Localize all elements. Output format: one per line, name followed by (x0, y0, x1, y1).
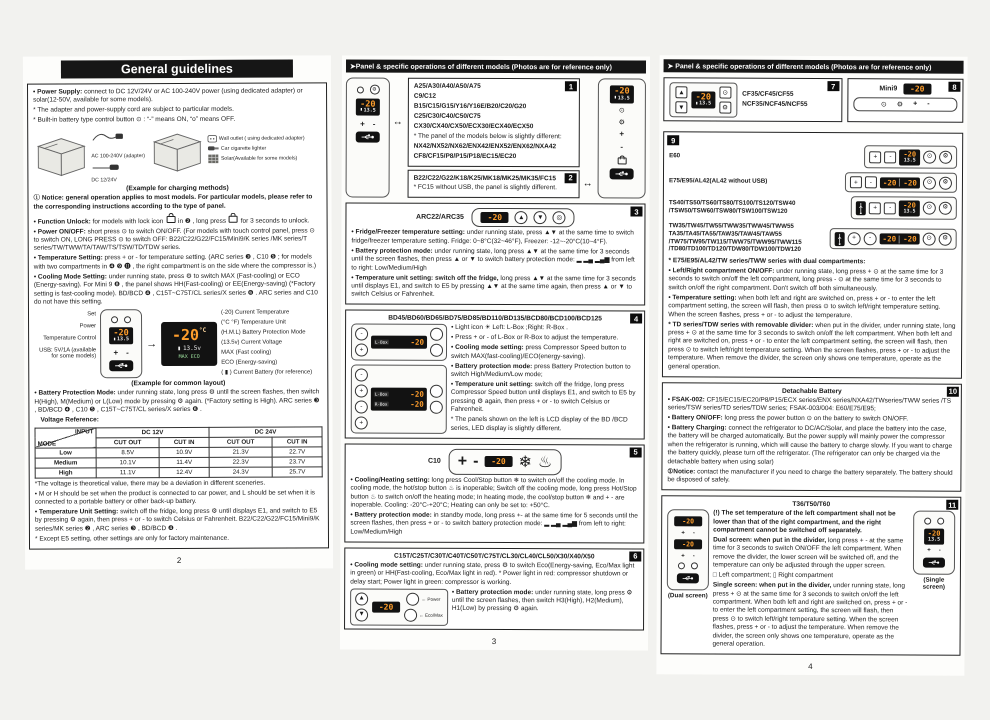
table-row: Low 8.5V 10.9V 21.3V 22.7V (35, 447, 322, 458)
minus-button: - (355, 328, 368, 341)
down-button: ▼ (675, 101, 687, 113)
lcd-screen: L-Box -20 R-Box -20 (371, 388, 427, 411)
usb-icon (682, 575, 694, 581)
lcd-screen: -20 (481, 212, 509, 223)
common-layout-figure (34, 309, 322, 379)
plus-button: + (848, 232, 861, 245)
power-button (111, 317, 118, 324)
page-panels-1 (340, 55, 650, 650)
car-lighter-icon (207, 145, 219, 152)
lcd-screen-dual: -20 -20 (880, 177, 920, 188)
bullet: • Battery protection mode: in standby mode, long press +- at the same time for 5 seconds until the screen flashes, then press + or - to switch battery protection mode: ▂ ▂▄ ▂▄▆ from left to right: Low/Medium/High (350, 511, 638, 536)
notice-text: ⓘ Notice: general operation applies to most models. For particular models, please refer to the corresponding instructions according to the type of panel. (33, 193, 313, 211)
power-label: Power (79, 323, 97, 330)
usb-label: USB: 5V/1A (available for some models) (39, 347, 97, 361)
annotation: (13.5v) Current Voltage (221, 339, 283, 347)
bullet: • Press + or - of L-Box or R-Box to adjust the temperature. (451, 334, 619, 342)
lcd-screen: -20 ▮ 13.5 (610, 85, 634, 103)
common-layout-caption: (Example for common layout) (131, 380, 226, 388)
plus-button: + (681, 529, 685, 536)
col-group-dc24: DC 24V (209, 427, 322, 437)
bullet: • Battery protection mode: press Battery Protection button to switch High/Medium/Low mode; (450, 362, 631, 379)
battery-protection-button (430, 328, 443, 341)
set-label: Set (87, 311, 97, 318)
model-name: ARC22/ARC35 (416, 214, 464, 222)
plus-button: + (681, 552, 685, 559)
plus-button: + (360, 119, 365, 129)
gear-icon: ⚙ (618, 118, 625, 126)
bullet: • Cooling/Heating setting: long press Cool/Stop button ❄ to switch on/off the cooling mode. In cooling mode, the hot/stop button ♨ is inoperable; Switch off the cooling mode, long press Hot/Stop button ♨ to switch on/off the heating mode; In heating mode, the cool/stop button ❄ and + - are inoperable. Cooling: -20°C-+20°C; Heating can only be set to: +50°C. (350, 476, 637, 510)
lcd-screen: -20 (674, 516, 702, 526)
section-detachable-battery (661, 382, 962, 492)
dc-cable-icon (91, 162, 121, 172)
c10-panel (449, 448, 562, 474)
eco-max-label: ← Eco/Max (419, 612, 443, 618)
bullet: • Battery ON/OFF: long press the power button ⊙ on the battery to switch ON/OFF. (667, 414, 909, 423)
dual-screen-panel (667, 509, 709, 590)
minus-button: - (865, 176, 877, 188)
voltage-reference-caption: Voltage Reference: (40, 416, 99, 424)
bd-panel-single (351, 324, 447, 361)
panel-row-e75: E75/E95/AL42(AL42 without USB) + - -20 -20 ⊙ ⚙ (669, 171, 957, 193)
gear-button: ⚙ (939, 151, 952, 164)
panel-type-2 (598, 78, 646, 199)
section-c10 (344, 443, 644, 543)
power-button: ⊙ (719, 87, 731, 99)
power-button: ⊙ (923, 233, 936, 246)
adapter-cable-icon (91, 128, 125, 148)
model-name: Mini9 (879, 85, 898, 93)
table-row: Medium 10.1V 11.4V 22.3V 23.7V (35, 457, 322, 468)
usb-icon (615, 170, 629, 177)
cool-stop-icon: ❄ (518, 453, 532, 471)
general-guidelines-box (27, 82, 329, 549)
minus-button: - (884, 202, 896, 214)
section-arc (345, 203, 645, 306)
section-number-badge: 6 (629, 551, 641, 561)
power-button: ⊙ (880, 101, 887, 109)
power-led (407, 592, 420, 605)
section-header: ➤Panel & specific operations of different models (Photos are for reference only) (346, 59, 646, 73)
bullet-temp-unit-setting: • Temperature Unit Setting: switch off the fridge, long press ⚙ until displays E1, and switch to E5 by pressing ⚙ again, then press + or - to switch Celsius or Fahrenheit. B22/C22/G22/FC15/Mini9/K series/MK series ❷ , ARC series ❸ , BD/BCD ❹ . (34, 507, 320, 533)
bullet: • Temperature setting: when both left and right are switched on, press + or - to enter the left compartment setting, the screen will flash, then press ⊙ to switch left/right temperature setting. When the screen flashes, press + or - to adjust the temperature. (668, 293, 941, 319)
down-button: ▼ (355, 608, 368, 621)
plus-button: + (113, 348, 119, 358)
lcd-annotations (221, 309, 312, 378)
power-button: ◎ (553, 212, 566, 225)
single-screen-label: (Single screen) (922, 576, 946, 591)
page-general-guidelines (23, 55, 333, 569)
section-t36 (660, 495, 961, 656)
charging-right (149, 127, 305, 174)
model-list-box-2: 2 B22/C22/G22/K18/K25/MK18/MK25/MK35/FC15 * FC15 without USB, the panel is slightly different. (408, 169, 580, 198)
usb-port (677, 573, 699, 583)
bullet: • Battery protection mode: under running state, long press ⚙ until the screen flashes, then switch H3(High), H2(Medium), H1(Low) by pressing ⚙ again. (451, 588, 633, 613)
single-screen-text: Single screen: when put in the divider, under running state, long press + ⊙ at the same time for 3 seconds to switch on/off the left compartment. When both left and right are switched on, press + or - to enter the left compartment setting, the screen will flash, then press ⊙ to switch left/right temperature setting. When the screen flashes, press + or - to adjust the temperature. When remove the divider, the screen only shows one temperature, operate as the general operation. (712, 581, 908, 648)
annotation: (H.M.L) Battery Protection Mode (221, 329, 306, 337)
control-panel-small (100, 310, 142, 379)
gear-button: ⚙ (719, 102, 731, 114)
bd-panel-dual (351, 365, 447, 434)
power-button (356, 86, 363, 93)
wall-outlet-label: Wall outlet ( using dedicated adapter) (218, 135, 305, 142)
minus-button: - (884, 151, 896, 163)
lcd-screen: -20 ▮ 13.5 (691, 91, 715, 109)
up-button: ▲ (675, 86, 687, 98)
minus-button: - (355, 401, 368, 414)
solar-panel-icon (207, 154, 219, 164)
panel-row-ts: TS40/TS50/TS60/TS80/TS100/TS120/TSW40 /TSW50/TSW60/TSW80/TSW100/TSW120 + - -20 13.5 ⊙ ⚙ (669, 195, 957, 220)
minus-button: - (473, 452, 479, 470)
model-name: BD45/BD60/BD65/BD75/BD85/BD110/BD135/BCD80/BCD100/BCD125 (388, 315, 602, 323)
page-number: 3 (491, 636, 497, 646)
usb-icon (858, 202, 864, 214)
plus-button: + (869, 151, 881, 163)
power-button (924, 518, 931, 525)
dual-screen-text: Dual screen: when put in the divider, long press + - at the same time for 3 seconds to switch ON/OFF the left compartment. When remove the divider, the lower screen will be switched off, and the temperature can only be adjusted through the upper screen. (712, 536, 904, 570)
gear-button: ⚙ (369, 85, 379, 95)
minus-button: - (692, 552, 695, 559)
bullet-function-unlock: • Function Unlock: for models with lock icon in ❷ , long press for 3 seconds to unlock. (33, 217, 310, 226)
section-number-badge: 5 (630, 447, 642, 457)
swap-arrow-icon: ↔ (392, 116, 403, 128)
page-panels-2 (656, 55, 967, 676)
section-mini9 (847, 78, 963, 123)
lcd-screen: -20 (484, 456, 512, 467)
car-lighter-row (207, 145, 305, 152)
bullet-temperature-setting: • Temperature Setting: press + or - for temperature setting. (ARC series ❸ , C10 ❺ ; for models with two compartments in ❹ ❾ ⓫ , the right compartment is on the side where the compressor is.) (33, 253, 317, 271)
usb-port (356, 132, 380, 143)
battery-icon: ▮ (113, 336, 116, 343)
minus-button: - (355, 369, 368, 382)
footnote-mode: • M or H should be set when the product is connected to car power, and L should be set when it is connected to a portable battery or other back-up battery. (34, 489, 316, 506)
usb-icon (114, 363, 128, 370)
usb-port (610, 168, 634, 179)
single-screen-panel (913, 511, 955, 575)
plus-button: + (850, 176, 862, 188)
bullet: • Left/Right compartment ON/OFF: under running state, long press + ⊙ at the same time for 3 seconds to switch on/off the left compartment, long press - ⊙ at the same time for 3 seconds to switch on/off the right compartment. Don't switch off both simultaneously. (668, 267, 944, 293)
lcd-screen: -20 13.5 (899, 149, 920, 165)
note-adapter: * The adapter and power-supply cord are subject to particular models. (33, 106, 234, 115)
lcd-screen: -20 ▮ 13.5 (109, 327, 133, 345)
panel-row-tw: TW35/TW45/TW55/TWW35/TWW45/TWW55 TA35/TA45/TA55/TAW35/TAW45/TAW55 /TW75/TW95/TW115/TWW75/TWW95/TWW115 /TD80/TD100/TD120/TDW80/TDW100/TDW120 + - -20 -20 ⊙ ⚙ (669, 222, 957, 255)
annotation: MAX (Fast cooling) (221, 349, 272, 357)
page-number: 4 (808, 662, 813, 672)
section-number-badge: 1 (565, 81, 577, 91)
detachable-battery-title: Detachable Battery (781, 387, 842, 395)
panel-overview-grid (346, 77, 646, 198)
gear-button (937, 518, 944, 525)
cf-panel (669, 82, 737, 117)
section-bd (345, 310, 645, 439)
usb-port (835, 232, 845, 246)
bullet-cooling-mode: • Cooling Mode Setting: under running state, press ⚙ to switch MAX (Fast-cooling) or ECO (Energy-saving). For Mini 9 ❽ , the panel shows HH(Fast-cooling) or EE(Energy-saving) (*Factory setting is fast-cooling mode). BD/BCD ❹ , C15T~C75T/CL series/X series ❻ . ARC series and C10 do not have this setting. (33, 272, 318, 306)
mini9-buttons (853, 97, 957, 112)
panel-type-1 (346, 77, 390, 198)
section-number-badge: 11 (946, 500, 958, 510)
power-led-label: ← Power (421, 596, 441, 602)
minus-button: - (372, 119, 376, 129)
plus-button: + (355, 417, 368, 430)
model-name: T36/T50/T60 (792, 500, 831, 509)
gear-button: ⚙ (939, 233, 952, 246)
bullet: * The panels shown on the left is LCD display of the BD /BCD series, LED display is slightly different. (450, 416, 628, 432)
solar-row (207, 154, 305, 164)
section-number-badge: 7 (827, 81, 839, 91)
dc-label: DC 12/24V (91, 177, 117, 184)
power-button: ⊙ (923, 202, 936, 215)
bullet: • Temperature unit setting: switch off the fridge, long press ▲▼ at the same time for 3 seconds until displays E1, and switch to E5 by pressing ▲▼ at the same time again, then press ▲ or ▼ to switch Celsius or Fahrenheit. (351, 274, 636, 299)
car-lighter-label: Car cigarette lighter (220, 145, 267, 152)
section-number-badge: 9 (667, 135, 679, 145)
panel-callout-labels (34, 310, 96, 379)
arc-panel (472, 208, 575, 227)
gear-button (691, 562, 698, 569)
notice: ①Notice: contact the manufacturer if you need to charge the battery separately. The battery should be disposed of safely. (667, 467, 953, 484)
battery-icon: ▮ (613, 95, 617, 101)
t36-warning: (!) The set temperature of the left compartment shall not be lower than that of the right compartment, and the right compartment cannot be switched off separately. (713, 509, 896, 535)
page-number: 2 (176, 555, 182, 565)
gear-button: ⚙ (939, 202, 952, 215)
up-button: ▲ (515, 211, 528, 224)
lock-icon (166, 216, 175, 223)
panel-row-e60: E60 + - -20 13.5 ⊙ ⚙ (669, 144, 957, 169)
bullet: • Battery Charging: connect the refrigerator to DC/AC/Solar, and place the battery into the case, the battery will be charged automatically. But the power supply will mainly power the compressor when the refrigerator is running, which will cause the battery to charge slowly. If you want to charge the battery quickly, please turn off the refrigerator. (The refrigerator can only be charged via the detachable battery when using solar) (667, 424, 953, 466)
power-button: ⊙ (923, 151, 936, 164)
c15t-panel (350, 588, 448, 625)
section-number-badge: 10 (948, 386, 958, 396)
section-number-badge: 2 (565, 173, 577, 183)
table-row: High 11.1V 12.4V 24.3V 25.7V (35, 467, 322, 478)
battery-icon: ▮ (359, 107, 363, 113)
lcd-screen-large: $-20^{^\circ C}$ ▮ 13.5v MAX ECO (161, 322, 217, 366)
usb-port (856, 201, 866, 215)
annotation: (°C °F) Temperature Unit (221, 319, 286, 327)
section-number-badge: 3 (630, 207, 642, 217)
gear-button: ⚙ (896, 101, 904, 109)
arrow-icon: → (146, 338, 158, 351)
temp-control-label: Temperature Control (43, 335, 97, 343)
bullet-battery-protection: • Battery Protection Mode: under running state, long press ⚙ until the screen flashes, then switch H(High), M(Medium) or L(Low) mode by pressing ⚙ again. (*Factory setting is High). ARC series ❸ , BD/BCD ❹ , C10 ❺ , C15T~C75T/CL series/X series ❻ . (34, 388, 320, 414)
minus-button: - (620, 141, 624, 151)
usb-port (109, 361, 133, 372)
eco-max-led (404, 608, 417, 621)
lcd-screen-dual: -20 -20 (880, 233, 920, 244)
section-c15t (344, 547, 644, 630)
lcd-screen: -20 13.5 (924, 528, 945, 544)
plus-button: + (457, 452, 468, 470)
plus-button: + (619, 129, 625, 139)
adapter-label: AC 100-240V (adapter) (91, 152, 145, 160)
power-button: ⊙ (923, 176, 936, 189)
plus-button: + (355, 385, 368, 398)
minus-button: - (126, 348, 129, 358)
gear-button: ⚙ (939, 176, 952, 189)
model-list-box-1: 1 A25/A30/A40/A50/A75 C9/C12 B15/C15/G15/Y16/Y16E/B20/C20/G20 C25/C30/C40/C50/C75 CX30/CX40/CX50/ECX30/ECX40/ECX50 * The panel of the models below is slightly different: NX42/NX52/NX62/ENX42/ENX52/ENX62/NXA42 CF8/CF15/P8/P15/P18/EC15/EC20 (408, 78, 580, 167)
battery-protection-button (430, 385, 443, 398)
model-name: CF35/CF45/CF55 (742, 90, 794, 98)
bullet-power-onoff: • Power ON/OFF: short press ⊙ to switch ON/OFF. (For models with touch control panel, press ⊙ to switch ON, LONG PRESS ⊙ to switch OFF: B22/C22/G22/FC15/Mini9/K series /MK series/T series/TW/TWW/TA/TAW/TS/TSW/TD/TDW series. (33, 226, 315, 253)
bd-panels (351, 324, 447, 435)
section-number-badge: 4 (630, 314, 642, 324)
dual-compartment-heading: * E75/E95/AL42/TW series/TWW series with dual compartments: (668, 257, 866, 266)
lcd-screen: L-Box -20 (371, 336, 427, 349)
heat-stop-icon: ♨ (537, 453, 553, 471)
power-icon: ⊙ (618, 107, 625, 115)
bullet: • Cooling mode setting: press Compressor Speed button to switch MAX(fast-cooling)/ECO(energy-saving). (450, 344, 627, 361)
bullet: * TD series/TDW series with removable divider: when put in the divider, under running state, long press + ⊙ at the same time for 3 seconds to switch on/off the left compartment. When both left and right are switched on, press + or - to enter the left compartment setting, the screen will flash, then press ⊙ to switch left/right temperature setting. When the screen flashes, press + or - to adjust the temperature. When remove the divider, the screen only shows one temperature, operate as the general operation. (667, 320, 956, 371)
plus-button: + (355, 344, 368, 357)
lcd-screen: -20 ▮ 13.5 (356, 98, 380, 116)
down-button: ▼ (534, 212, 547, 225)
cooler-illustration (149, 128, 205, 174)
compressor-speed-button (430, 344, 443, 357)
lock-icon (229, 215, 238, 222)
minus-button: - (938, 547, 941, 554)
lcd-screen: -20 (903, 83, 931, 94)
col-group-dc12: DC 12V (96, 427, 209, 437)
minus-button: - (864, 232, 877, 245)
set-button (124, 317, 131, 324)
wall-outlet-icon (207, 135, 217, 143)
info-icon: ⓘ (33, 194, 41, 202)
model-name: NCF35/NCF45/NCF55 (742, 100, 808, 108)
bullet: • Battery protection mode: under running state, long press ▲▼ at the same time for 3 seconds until the screen flashes, then press ▲ or ▼ to switch battery protection mode: ▂ ▂▄ ▂▄▆ from left to right: Low/Medium/High (351, 247, 635, 272)
footnote-voltage: *The voltage is theoretical value, there may be a deviation in different sceneries. (34, 479, 266, 488)
solar-label: Solar(Available for some models) (220, 155, 298, 162)
cooler-illustration (33, 133, 89, 179)
plus-button: + (869, 202, 881, 214)
lock-icon (617, 157, 626, 164)
bullet-power-supply: • Power Supply: connect to DC 12V/24V or AC 100-240V power (using dedicated adapter) or solar(12-50V, available for some models). (33, 87, 303, 105)
bullet: • FSAK-002: CF15/EC15/EC20/P8/P15/ECX series/ENX series/NXA42/TWseries/TWW series /TS series/TSW series/TD series/TDW series; FSAK-003/004: E60/E75/E95; (667, 395, 952, 413)
minus-button: - (927, 100, 930, 108)
plus-button: + (927, 547, 931, 554)
footnote-e5: * Except E5 setting, other settings are only for factory maintenance. (34, 534, 230, 543)
note-battery-button: * Built-in battery type control button ⊙ : “-” means ON, “o” means OFF. (33, 116, 236, 124)
bullet: • Temperature unit setting: switch off the fridge, long press Compressor Speed button until displays E1, and switch to E5 by pressing ⚙ again, then press + or - to switch Celsius or Fahrenheit. (450, 380, 636, 414)
compartment-legend: □ Left compartment; ▯ Right compartment (712, 571, 834, 580)
page-title: General guidelines (61, 59, 293, 78)
bullet: • Fridge/Freezer temperature setting: under running state, press ▲▼ at the same time to switch fridge/freezer temperature setting. Fridge: 0~8°C(32~46°F), Freezer: -12~-20°C(10~4°F). (351, 228, 634, 246)
bd-bullets (451, 324, 639, 435)
table-subheader-row: CUT OUT CUT IN CUT OUT CUT IN (35, 437, 322, 448)
usb-icon (837, 233, 843, 245)
model-name: C15T/C25T/C30T/C40T/C50T/C75T/CL30/CL40/CL50/X30/X40/X50 (394, 552, 595, 561)
battery-icon: ▮ (695, 100, 699, 106)
section-cf (663, 77, 842, 122)
lcd-screen: -20 (674, 539, 702, 549)
annotation: (-20) Current Temperature (220, 309, 290, 317)
bullet: • Cooling mode setting: under running state, press ⚙ to switch Eco(Energy-saving, Eco/Max light in green) or HH(Fast-cooling, Eco/Max light in red). * Power light in red: compressor shutdown or delay start; Power light in green: compressor is working. (350, 561, 635, 586)
diagonal-header-cell: INPUT MODE (35, 428, 96, 448)
charging-methods-figure (33, 127, 321, 184)
usb-icon (361, 134, 375, 141)
lcd-screen: -20 (372, 601, 400, 612)
compressor-speed-button (430, 401, 443, 414)
charging-caption: (Example for charging methods) (126, 184, 229, 193)
dual-screen-label: (Dual screen) (667, 591, 708, 600)
plus-button: + (913, 100, 918, 108)
annotation: ECO (Energy-saving) (221, 359, 278, 366)
swap-arrow-icon: ↔ (582, 178, 593, 190)
section-header: ➤ Panel & specific operations of different models (Photos are for reference only) (664, 59, 964, 74)
minus-button: - (692, 529, 695, 536)
wall-outlet-row (207, 135, 305, 143)
charging-left (33, 128, 145, 184)
section-e-ts-tw (662, 131, 963, 378)
power-button (678, 562, 685, 569)
annotation: ( ▮ ) Current Battery (for reference) (221, 369, 313, 376)
battery-icon: ▮ (177, 344, 181, 352)
voltage-reference-table (35, 426, 323, 478)
usb-port (923, 557, 945, 567)
up-button: ▲ (355, 592, 368, 605)
bullet: • Light icon ☀ Left: L-Box ;Right: R-Box . (451, 324, 568, 332)
model-name: C10 (427, 457, 441, 465)
section-number-badge: 8 (948, 82, 960, 92)
usb-icon (928, 559, 940, 565)
lcd-screen: -20 13.5 (899, 200, 920, 216)
